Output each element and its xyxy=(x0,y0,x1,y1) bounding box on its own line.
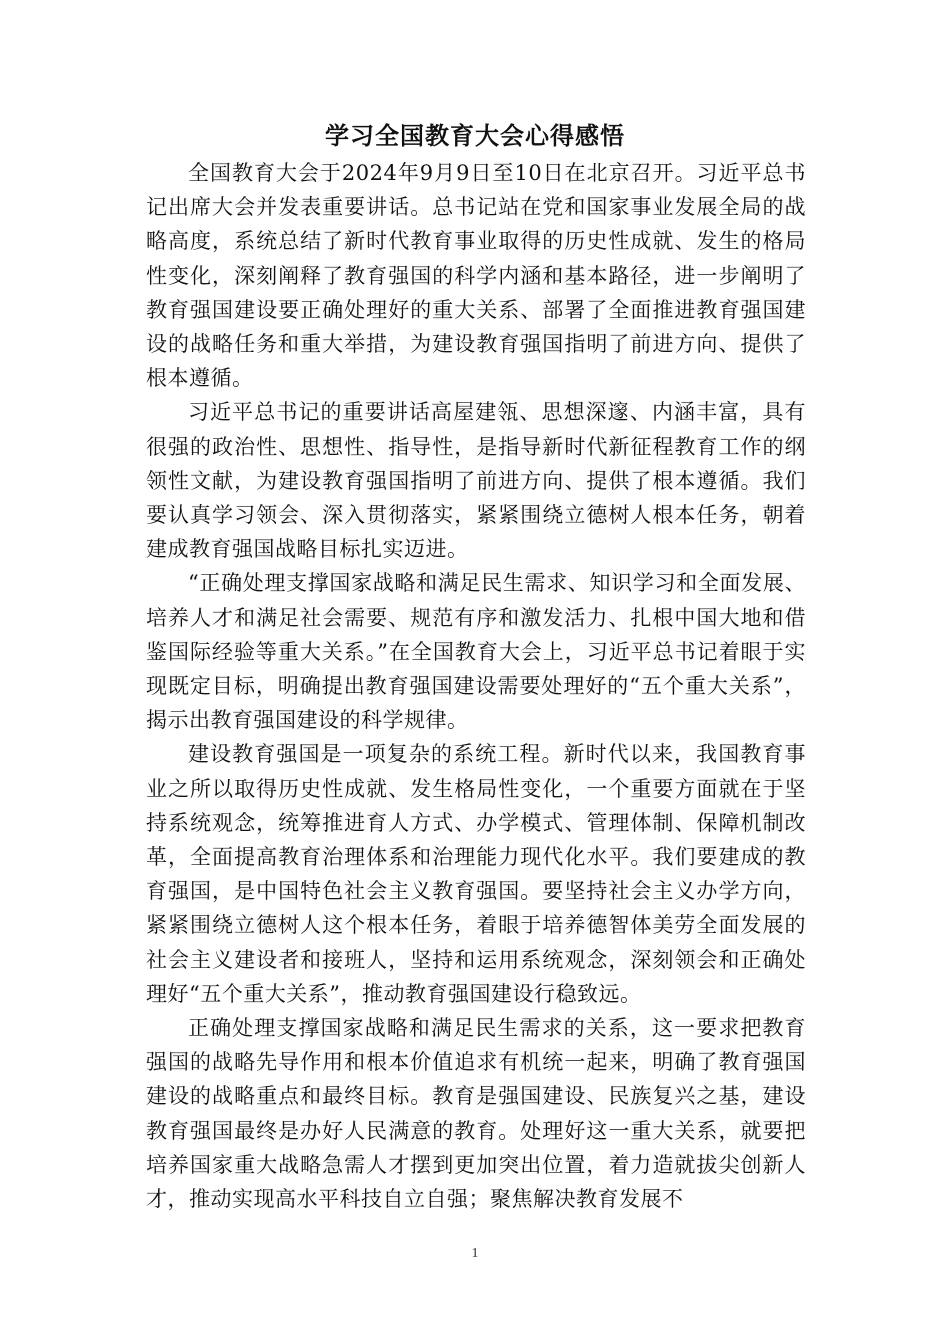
paragraph-2: 习近平总书记的重要讲话高屋建瓴、思想深邃、内涵丰富，具有很强的政治性、思想性、指导性，是指导新时代新征程教育工作的纲领性文献，为建设教育强国指明了前进方向、提供了根本遵循。我们要认真学习领会、深入贯彻落实，紧紧围绕立德树人根本任务，朝着建成教育强国战略目标扎实迈进。 xyxy=(146,400,806,562)
paragraph-3: “正确处理支撑国家战略和满足民生需求、知识学习和全面发展、培养人才和满足社会需要、规范有序和激发活力、扎根中国大地和借鉴国际经验等重大关系。”在全国教育大会上，习近平总书记着眼于实现既定目标，明确提出教育强国建设需要处理好的“五个重大关系”，揭示出教育强国建设的科学规律。 xyxy=(146,571,806,733)
document-body xyxy=(146,156,806,1216)
paragraph-4: 建设教育强国是一项复杂的系统工程。新时代以来，我国教育事业之所以取得历史性成就、发生格局性变化，一个重要方面就在于坚持系统观念，统筹推进育人方式、办学模式、管理体制、保障机制改革，全面提高教育治理体系和治理能力现代化水平。我们要建成的教育强国，是中国特色社会主义教育强国。要坚持社会主义办学方向，紧紧围绕立德树人这个根本任务，着眼于培养德智体美劳全面发展的社会主义建设者和接班人，坚持和运用系统观念，深刻领会和正确处理好“五个重大关系”，推动教育强国建设行稳致远。 xyxy=(146,742,806,1006)
page-number: 1 xyxy=(471,1246,479,1261)
paragraph-1: 全国教育大会于2024年9月9日至10日在北京召开。习近平总书记出席大会并发表重要讲话。总书记站在党和国家事业发展全局的战略高度，系统总结了新时代教育事业取得的历史性成就、发生的格局性变化，深刻阐释了教育强国的科学内涵和基本路径，进一步阐明了教育强国建设要正确处理好的重大关系、部署了全面推进教育强国建设的战略任务和重大举措，为建设教育强国指明了前进方向、提供了根本遵循。 xyxy=(146,161,806,391)
paragraph-5: 正确处理支撑国家战略和满足民生需求的关系，这一要求把教育强国的战略先导作用和根本价值追求有机统一起来，明确了教育强国建设的战略重点和最终目标。教育是强国建设、民族复兴之基，建设教育强国最终是办好人民满意的教育。处理好这一重大关系，就要把培养国家重大战略急需人才摆到更加突出位置，着力造就拔尖创新人才，推动实现高水平科技自立自强；聚焦解决教育发展不 xyxy=(146,1016,806,1212)
document-title: 学习全国教育大会心得感悟 xyxy=(325,122,625,150)
